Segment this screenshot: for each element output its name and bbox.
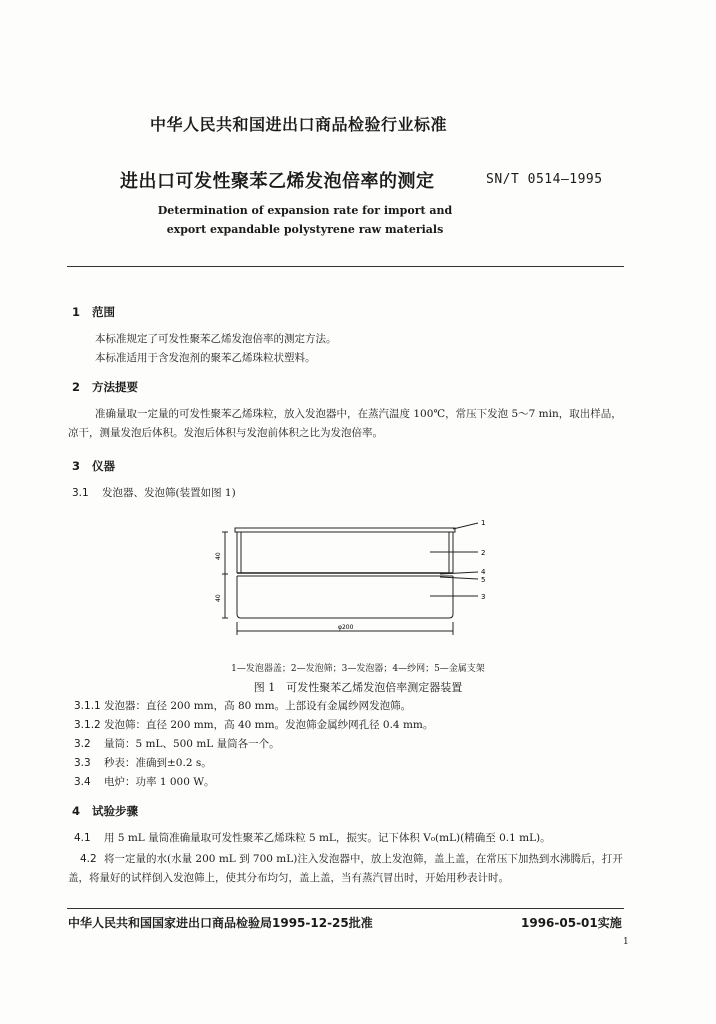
item-text: 发泡筛：直径 200 mm，高 40 mm。发泡筛金属纱网孔径 0.4 mm。 xyxy=(104,719,434,731)
footer-divider xyxy=(67,908,624,909)
dim-height-lower: 40 xyxy=(215,594,222,602)
item-number: 3.1.2 xyxy=(74,719,101,731)
section-title: 方法提要 xyxy=(92,380,138,394)
figure-label-4: 4 xyxy=(481,568,486,576)
item-text: 量筒：5 mL、500 mL 量筒各一个。 xyxy=(104,738,280,750)
item-number: 4.2 xyxy=(80,853,97,865)
expansion-apparatus-figure xyxy=(200,510,510,655)
item-4-2 xyxy=(68,850,628,888)
title-divider xyxy=(67,266,624,267)
section-number: 1 xyxy=(72,305,81,319)
section-2-para: 准确量取一定量的可发性聚苯乙烯珠粒，放入发泡器中，在蒸汽温度 100℃，常压下发泡 5～7 min，取出样品，凉干，测量发泡后体积。发泡后体积与发泡前体积之比为发泡倍率。 xyxy=(68,408,622,439)
item-number: 3.2 xyxy=(74,738,91,750)
item-text: 电炉：功率 1 000 W。 xyxy=(104,776,215,788)
document-title-zh: 进出口可发性聚苯乙烯发泡倍率的测定 xyxy=(120,171,435,192)
figure-label-1: 1 xyxy=(481,519,486,527)
item-3-4 xyxy=(74,774,215,789)
item-number: 3.3 xyxy=(74,757,91,769)
document-title-en-line2: export expandable polystyrene raw materials xyxy=(166,223,444,236)
item-text: 秒表：准确到±0.2 s。 xyxy=(104,757,212,769)
section-1-heading xyxy=(72,304,115,320)
section-number: 2 xyxy=(72,380,81,394)
lid-shape xyxy=(235,528,455,532)
dim-height-upper: 40 xyxy=(215,552,222,560)
section-4-heading xyxy=(72,803,138,819)
section-number: 3 xyxy=(72,459,81,473)
issuing-body-header: 中华人民共和国进出口商品检验行业标准 xyxy=(150,115,448,134)
figure-label-5: 5 xyxy=(481,576,486,584)
item-text: 用 5 mL 量筒准确量取可发性聚苯乙烯珠粒 5 mL，振实。记下体积 V₀(mL)(精确至 0.1 mL)。 xyxy=(104,832,551,844)
item-text: 发泡器、发泡筛(装置如图 1) xyxy=(102,487,236,499)
section-title: 范围 xyxy=(92,305,115,319)
item-3-2 xyxy=(74,736,280,751)
item-3-1-1 xyxy=(74,698,411,713)
figure-caption: 图 1 可发性聚苯乙烯发泡倍率测定器装置 xyxy=(253,681,463,694)
section-title: 试验步骤 xyxy=(92,804,138,818)
figure-legend: 1—发泡器盖；2—发泡筛；3—发泡器；4—纱网；5—金属支架 xyxy=(231,664,485,674)
section-title: 仪器 xyxy=(92,459,115,473)
section-1-para-2: 本标准适用于含发泡剂的聚苯乙烯珠粒状塑料。 xyxy=(95,352,316,364)
item-number: 3.4 xyxy=(74,776,91,788)
item-text: 将一定量的水(水量 200 mL 到 700 mL)注入发泡器中，放上发泡筛，盖上盖，在常压下加热到水沸腾后，打开盖，将量好的试样倒入发泡筛上，使其分布均匀，盖上盖，当有蒸汽冒出时，开始用秒表计时。 xyxy=(68,853,623,884)
section-1-para-1: 本标准规定了可发性聚苯乙烯发泡倍率的测定方法。 xyxy=(95,333,337,345)
section-3-heading xyxy=(72,458,115,474)
item-3-1 xyxy=(72,485,236,500)
item-number: 4.1 xyxy=(74,832,91,844)
item-text: 发泡器：直径 200 mm，高 80 mm。上部设有金属纱网发泡筛。 xyxy=(104,700,412,712)
item-number: 3.1.1 xyxy=(74,700,101,712)
vessel-shape xyxy=(237,576,453,618)
dim-diameter: φ200 xyxy=(338,624,354,631)
section-2-heading xyxy=(72,379,138,395)
implementation-date: 1996-05-01实施 xyxy=(521,916,622,930)
item-3-1-2 xyxy=(74,717,433,732)
item-number: 3.1 xyxy=(72,487,89,499)
standard-number: SN/T 0514—1995 xyxy=(486,172,603,187)
figure-label-2: 2 xyxy=(481,549,486,557)
page-number: 1 xyxy=(623,937,629,947)
document-title-en-line1: Determination of expansion rate for import and xyxy=(157,204,453,217)
section-number: 4 xyxy=(72,804,81,818)
approval-line: 中华人民共和国国家进出口商品检验局1995-12-25批准 xyxy=(68,916,373,930)
item-3-3 xyxy=(74,755,212,770)
item-4-1 xyxy=(74,830,551,845)
figure-label-3: 3 xyxy=(481,593,486,601)
